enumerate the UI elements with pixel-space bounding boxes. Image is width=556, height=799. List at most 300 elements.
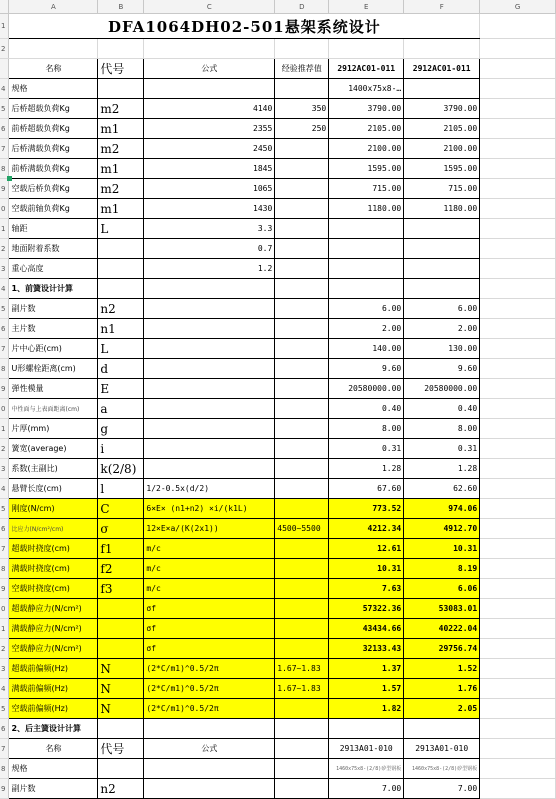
cell-code[interactable] (98, 619, 144, 639)
cell-value-f[interactable]: 6.06 (404, 579, 480, 599)
cell-code[interactable] (98, 239, 144, 259)
cell-name[interactable]: 后桥超载负荷Kg (9, 99, 98, 119)
cell-code[interactable]: L (98, 219, 144, 239)
cell-code[interactable] (98, 719, 144, 739)
cell-g[interactable] (480, 379, 556, 399)
cell-code[interactable]: m2 (98, 99, 144, 119)
empty-cell[interactable] (329, 39, 404, 59)
cell-name[interactable]: 满载静应力(N/cm²) (9, 619, 98, 639)
column-header-g[interactable]: G (480, 0, 556, 14)
cell-name[interactable]: 满载时挠度(cm) (9, 559, 98, 579)
cell-value-f[interactable]: 29756.74 (404, 639, 480, 659)
cell-formula[interactable]: 1/2-0.5x(d/2) (144, 479, 275, 499)
cell-g[interactable] (480, 279, 556, 299)
cell-name[interactable]: 空载前偏频(Hz) (9, 699, 98, 719)
cell-value-f[interactable]: 62.60 (404, 479, 480, 499)
cell-recommended[interactable] (275, 319, 329, 339)
cell-value-e[interactable]: 0.40 (329, 399, 404, 419)
cell-name[interactable]: 前桥超载负荷Kg (9, 119, 98, 139)
cell-recommended[interactable] (275, 259, 329, 279)
cell-value-f[interactable]: 1180.00 (404, 199, 480, 219)
cell-name[interactable]: 片厚(mm) (9, 419, 98, 439)
cell-value-f[interactable] (404, 79, 480, 99)
cell-value-f[interactable]: 8.00 (404, 419, 480, 439)
cell-value-f[interactable]: 20580000.00 (404, 379, 480, 399)
cell-recommended[interactable]: 1.67~1.83 (275, 679, 329, 699)
cell-name[interactable]: 重心高度 (9, 259, 98, 279)
cell-value-f[interactable]: 2913A01-010 (404, 739, 480, 759)
cell-value-e[interactable]: 1.82 (329, 699, 404, 719)
cell-formula[interactable] (144, 779, 275, 799)
empty-cell[interactable] (480, 39, 556, 59)
cell-value-e[interactable] (329, 239, 404, 259)
cell-formula[interactable]: 3.3 (144, 219, 275, 239)
cell-value-e[interactable]: 2913A01-010 (329, 739, 404, 759)
cell-value-e[interactable]: 67.60 (329, 479, 404, 499)
row-number[interactable]: 5 (0, 99, 9, 119)
cell-g[interactable] (480, 459, 556, 479)
cell-recommended[interactable] (275, 599, 329, 619)
cell-name[interactable]: 空载前轴负荷Kg (9, 199, 98, 219)
cell-recommended[interactable] (275, 439, 329, 459)
cell-formula[interactable]: 1.2 (144, 259, 275, 279)
cell-formula[interactable]: 公式 (144, 59, 275, 79)
select-all-corner[interactable] (0, 0, 9, 14)
cell-code[interactable]: m1 (98, 159, 144, 179)
cell-value-f[interactable] (404, 219, 480, 239)
cell-g[interactable] (480, 159, 556, 179)
cell-name[interactable]: 弹性模量 (9, 379, 98, 399)
row-number[interactable]: 4 (0, 479, 9, 499)
cell-formula[interactable]: 2450 (144, 139, 275, 159)
row-number[interactable]: 2 (0, 239, 9, 259)
cell-formula[interactable]: 1430 (144, 199, 275, 219)
cell-g[interactable] (480, 759, 556, 779)
cell-name[interactable]: 前桥满载负荷Kg (9, 159, 98, 179)
empty-cell[interactable] (98, 39, 144, 59)
cell-value-e[interactable]: 1.57 (329, 679, 404, 699)
row-number[interactable]: 9 (0, 579, 9, 599)
cell-g[interactable] (480, 739, 556, 759)
cell-g[interactable] (480, 419, 556, 439)
cell-code[interactable] (98, 599, 144, 619)
cell-formula[interactable]: 12×E×a/(K(2x1)) (144, 519, 275, 539)
cell-g[interactable] (480, 99, 556, 119)
row-number[interactable]: 9 (0, 379, 9, 399)
cell-code[interactable]: a (98, 399, 144, 419)
row-number[interactable]: 1 (0, 14, 9, 39)
cell-formula[interactable]: 0.7 (144, 239, 275, 259)
row-number[interactable] (0, 59, 9, 79)
cell-value-e[interactable]: 1.37 (329, 659, 404, 679)
cell-recommended[interactable] (275, 719, 329, 739)
row-number[interactable]: 8 (0, 159, 9, 179)
cell-value-f[interactable]: 9.60 (404, 359, 480, 379)
cell-name[interactable]: 名称 (9, 739, 98, 759)
cell-formula[interactable] (144, 719, 275, 739)
column-header-b[interactable]: B (98, 0, 144, 14)
cell-code[interactable]: E (98, 379, 144, 399)
cell-name[interactable]: 超载时挠度(cm) (9, 539, 98, 559)
cell-name[interactable]: 空载时挠度(cm) (9, 579, 98, 599)
cell-value-e[interactable]: 7.63 (329, 579, 404, 599)
cell-name[interactable]: 副片数 (9, 299, 98, 319)
cell-recommended[interactable] (275, 579, 329, 599)
cell-code[interactable]: n2 (98, 779, 144, 799)
cell-name[interactable]: 空载静应力(N/cm²) (9, 639, 98, 659)
cell-recommended[interactable]: 经验推荐值 (275, 59, 329, 79)
cell-code[interactable]: σ (98, 519, 144, 539)
cell-value-e[interactable]: 1400x75x8-… (329, 79, 404, 99)
cell-g[interactable] (480, 439, 556, 459)
cell-formula[interactable]: 6×E× (n1+n2) ×i/(k1L) (144, 499, 275, 519)
cell-code[interactable]: f3 (98, 579, 144, 599)
cell-value-e[interactable]: 140.00 (329, 339, 404, 359)
cell-recommended[interactable] (275, 699, 329, 719)
cell-value-e[interactable]: 3790.00 (329, 99, 404, 119)
cell-recommended[interactable] (275, 479, 329, 499)
cell-formula[interactable] (144, 319, 275, 339)
cell-value-f[interactable]: 3790.00 (404, 99, 480, 119)
row-number[interactable]: 7 (0, 739, 9, 759)
row-number[interactable]: 6 (0, 319, 9, 339)
cell-value-f[interactable]: 1595.00 (404, 159, 480, 179)
cell-value-f[interactable]: 2.05 (404, 699, 480, 719)
cell-value-e[interactable]: 10.31 (329, 559, 404, 579)
cell-recommended[interactable] (275, 559, 329, 579)
cell-g[interactable] (480, 679, 556, 699)
cell-recommended[interactable] (275, 199, 329, 219)
row-number[interactable]: 8 (0, 359, 9, 379)
cell-formula[interactable]: (2*C/m1)^0.5/2π (144, 659, 275, 679)
cell-value-e[interactable]: 6.00 (329, 299, 404, 319)
cell-g[interactable] (480, 579, 556, 599)
cell-g[interactable] (480, 119, 556, 139)
cell-g[interactable] (480, 519, 556, 539)
cell-value-f[interactable]: 1460x75x8-(2/8)矽型钢板 (404, 759, 480, 779)
cell-recommended[interactable] (275, 619, 329, 639)
row-number[interactable]: 2 (0, 39, 9, 59)
cell-code[interactable]: 代号 (98, 739, 144, 759)
cell-g[interactable] (480, 179, 556, 199)
row-number[interactable]: 9 (0, 179, 9, 199)
cell-value-f[interactable]: 1.76 (404, 679, 480, 699)
cell-code[interactable] (98, 79, 144, 99)
cell-value-f[interactable] (404, 279, 480, 299)
cell-value-e[interactable] (329, 259, 404, 279)
row-number[interactable]: 3 (0, 259, 9, 279)
cell-formula[interactable] (144, 299, 275, 319)
cell-value-f[interactable] (404, 239, 480, 259)
cell-g[interactable] (480, 559, 556, 579)
cell-value-f[interactable]: 2.00 (404, 319, 480, 339)
cell-formula[interactable] (144, 279, 275, 299)
cell-recommended[interactable] (275, 459, 329, 479)
cell-name[interactable]: 簧宽(average) (9, 439, 98, 459)
row-number[interactable]: 5 (0, 299, 9, 319)
cell-code[interactable]: k(2/8) (98, 459, 144, 479)
cell-g[interactable] (480, 399, 556, 419)
cell-formula[interactable]: m/c (144, 559, 275, 579)
row-number[interactable]: 6 (0, 119, 9, 139)
cell-recommended[interactable] (275, 759, 329, 779)
cell-value-f[interactable]: 0.40 (404, 399, 480, 419)
row-number[interactable]: 0 (0, 599, 9, 619)
cell-formula[interactable]: (2*C/m1)^0.5/2π (144, 699, 275, 719)
cell-formula[interactable]: 1065 (144, 179, 275, 199)
row-number[interactable]: 2 (0, 639, 9, 659)
cell-formula[interactable]: 2355 (144, 119, 275, 139)
cell-value-f[interactable]: 7.00 (404, 779, 480, 799)
cell-code[interactable]: N (98, 679, 144, 699)
row-number[interactable]: 7 (0, 139, 9, 159)
cell-code[interactable]: f1 (98, 539, 144, 559)
cell-value-e[interactable]: 1.28 (329, 459, 404, 479)
cell-value-f[interactable]: 2105.00 (404, 119, 480, 139)
cell-g[interactable] (480, 59, 556, 79)
cell-code[interactable]: m1 (98, 199, 144, 219)
cell-g[interactable] (480, 219, 556, 239)
cell-g[interactable] (480, 139, 556, 159)
cell-name[interactable]: U形螺栓距离(cm) (9, 359, 98, 379)
cell-value-e[interactable]: 2.00 (329, 319, 404, 339)
cell-value-f[interactable]: 2912AC01-011 (404, 59, 480, 79)
cell-name[interactable]: 满载前偏频(Hz) (9, 679, 98, 699)
cell-name[interactable]: 轴距 (9, 219, 98, 239)
cell-g[interactable] (480, 619, 556, 639)
cell-value-e[interactable]: 773.52 (329, 499, 404, 519)
cell-recommended[interactable] (275, 379, 329, 399)
cell-value-e[interactable]: 1460x75x8-(2/8)矽型钢板 (329, 759, 404, 779)
cell-value-e[interactable]: 8.00 (329, 419, 404, 439)
cell-g[interactable] (480, 199, 556, 219)
cell-name[interactable]: 主片数 (9, 319, 98, 339)
empty-cell[interactable] (275, 39, 329, 59)
cell-code[interactable]: g (98, 419, 144, 439)
cell-g[interactable] (480, 499, 556, 519)
cell-code[interactable]: L (98, 339, 144, 359)
cell-formula[interactable]: (2*C/m1)^0.5/2π (144, 679, 275, 699)
cell-name[interactable]: 2、后主簧设计计算 (9, 719, 98, 739)
cell-recommended[interactable]: 4500~5500 (275, 519, 329, 539)
row-number[interactable]: 7 (0, 539, 9, 559)
row-number[interactable]: 4 (0, 79, 9, 99)
cell-recommended[interactable] (275, 499, 329, 519)
cell-name[interactable]: 系数(主副比) (9, 459, 98, 479)
cell-formula[interactable] (144, 399, 275, 419)
cell-recommended[interactable] (275, 79, 329, 99)
cell-value-e[interactable]: 7.00 (329, 779, 404, 799)
cell-value-e[interactable]: 1180.00 (329, 199, 404, 219)
row-number[interactable]: 8 (0, 559, 9, 579)
row-number[interactable]: 5 (0, 499, 9, 519)
cell-recommended[interactable] (275, 299, 329, 319)
cell-value-f[interactable]: 715.00 (404, 179, 480, 199)
cell-g[interactable] (480, 299, 556, 319)
cell-g[interactable] (480, 259, 556, 279)
cell-value-f[interactable]: 53083.01 (404, 599, 480, 619)
cell-formula[interactable] (144, 79, 275, 99)
cell-code[interactable] (98, 759, 144, 779)
row-number[interactable]: 1 (0, 219, 9, 239)
cell-recommended[interactable] (275, 419, 329, 439)
row-number[interactable]: 3 (0, 459, 9, 479)
column-header-f[interactable]: F (404, 0, 480, 14)
cell-formula[interactable]: σf (144, 639, 275, 659)
column-header-d[interactable]: D (275, 0, 329, 14)
cell-recommended[interactable] (275, 219, 329, 239)
cell-value-e[interactable]: 4212.34 (329, 519, 404, 539)
column-header-e[interactable]: E (329, 0, 404, 14)
cell-g[interactable] (480, 239, 556, 259)
cell-name[interactable]: 空载后桥负荷Kg (9, 179, 98, 199)
row-number[interactable]: 0 (0, 199, 9, 219)
cell-g[interactable] (480, 14, 556, 39)
empty-cell[interactable] (9, 39, 98, 59)
cell-value-e[interactable]: 12.61 (329, 539, 404, 559)
cell-name[interactable]: 地面附着系数 (9, 239, 98, 259)
row-number[interactable]: 4 (0, 279, 9, 299)
row-number[interactable]: 0 (0, 399, 9, 419)
cell-name[interactable]: 悬臂长度(cm) (9, 479, 98, 499)
cell-formula[interactable] (144, 379, 275, 399)
empty-cell[interactable] (144, 39, 275, 59)
cell-name[interactable]: 名称 (9, 59, 98, 79)
row-number[interactable]: 1 (0, 619, 9, 639)
cell-recommended[interactable] (275, 779, 329, 799)
cell-recommended[interactable]: 1.67~1.83 (275, 659, 329, 679)
cell-code[interactable]: n2 (98, 299, 144, 319)
cell-formula[interactable] (144, 759, 275, 779)
cell-value-f[interactable]: 6.00 (404, 299, 480, 319)
fill-handle[interactable] (7, 176, 12, 181)
cell-value-e[interactable]: 715.00 (329, 179, 404, 199)
cell-value-f[interactable]: 40222.04 (404, 619, 480, 639)
cell-code[interactable]: N (98, 699, 144, 719)
cell-recommended[interactable]: 250 (275, 119, 329, 139)
cell-value-f[interactable]: 2100.00 (404, 139, 480, 159)
cell-value-e[interactable]: 0.31 (329, 439, 404, 459)
cell-recommended[interactable] (275, 339, 329, 359)
cell-name[interactable]: 超载静应力(N/cm²) (9, 599, 98, 619)
row-number[interactable]: 5 (0, 699, 9, 719)
cell-formula[interactable]: 公式 (144, 739, 275, 759)
cell-name[interactable]: 副片数 (9, 779, 98, 799)
cell-code[interactable]: N (98, 659, 144, 679)
cell-formula[interactable]: 4140 (144, 99, 275, 119)
cell-name[interactable]: 刚度(N/cm) (9, 499, 98, 519)
cell-value-f[interactable]: 0.31 (404, 439, 480, 459)
cell-formula[interactable] (144, 459, 275, 479)
cell-g[interactable] (480, 699, 556, 719)
cell-recommended[interactable] (275, 539, 329, 559)
cell-name[interactable]: 超载前偏频(Hz) (9, 659, 98, 679)
cell-value-f[interactable]: 4912.70 (404, 519, 480, 539)
row-number[interactable]: 8 (0, 759, 9, 779)
cell-code[interactable]: C (98, 499, 144, 519)
cell-recommended[interactable]: 350 (275, 99, 329, 119)
cell-code[interactable]: m2 (98, 179, 144, 199)
cell-value-e[interactable]: 43434.66 (329, 619, 404, 639)
cell-code[interactable]: m2 (98, 139, 144, 159)
cell-name[interactable]: 片中心距(cm) (9, 339, 98, 359)
cell-code[interactable]: m1 (98, 119, 144, 139)
cell-code[interactable]: l (98, 479, 144, 499)
cell-name[interactable]: 1、前簧设计计算 (9, 279, 98, 299)
cell-formula[interactable] (144, 419, 275, 439)
cell-value-e[interactable]: 2912AC01-011 (329, 59, 404, 79)
cell-value-f[interactable]: 1.28 (404, 459, 480, 479)
cell-value-f[interactable] (404, 719, 480, 739)
cell-value-f[interactable]: 974.06 (404, 499, 480, 519)
cell-g[interactable] (480, 719, 556, 739)
cell-value-e[interactable] (329, 219, 404, 239)
cell-recommended[interactable] (275, 639, 329, 659)
cell-g[interactable] (480, 599, 556, 619)
cell-value-e[interactable] (329, 279, 404, 299)
row-number[interactable]: 4 (0, 679, 9, 699)
cell-code[interactable] (98, 259, 144, 279)
cell-value-f[interactable] (404, 259, 480, 279)
row-number[interactable]: 9 (0, 779, 9, 799)
row-number[interactable]: 6 (0, 719, 9, 739)
cell-recommended[interactable] (275, 179, 329, 199)
cell-code[interactable]: f2 (98, 559, 144, 579)
row-number[interactable]: 3 (0, 659, 9, 679)
cell-recommended[interactable] (275, 399, 329, 419)
cell-value-e[interactable]: 2100.00 (329, 139, 404, 159)
cell-code[interactable] (98, 279, 144, 299)
sheet-title[interactable]: DFA1064DH02-501悬架系统设计 (9, 14, 480, 39)
cell-code[interactable]: i (98, 439, 144, 459)
cell-formula[interactable] (144, 439, 275, 459)
cell-formula[interactable] (144, 339, 275, 359)
cell-recommended[interactable] (275, 139, 329, 159)
cell-name[interactable]: 后桥满载负荷Kg (9, 139, 98, 159)
cell-value-e[interactable]: 1595.00 (329, 159, 404, 179)
cell-formula[interactable]: 1845 (144, 159, 275, 179)
cell-recommended[interactable] (275, 159, 329, 179)
empty-cell[interactable] (404, 39, 480, 59)
cell-formula[interactable]: m/c (144, 539, 275, 559)
cell-value-e[interactable]: 32133.43 (329, 639, 404, 659)
cell-g[interactable] (480, 779, 556, 799)
cell-recommended[interactable] (275, 239, 329, 259)
cell-name[interactable]: 规格 (9, 759, 98, 779)
cell-formula[interactable]: σf (144, 619, 275, 639)
column-header-c[interactable]: C (144, 0, 275, 14)
cell-g[interactable] (480, 319, 556, 339)
cell-g[interactable] (480, 639, 556, 659)
cell-g[interactable] (480, 659, 556, 679)
cell-formula[interactable] (144, 359, 275, 379)
cell-name[interactable]: 规格 (9, 79, 98, 99)
cell-name[interactable]: 中性面与上表面距离(cm) (9, 399, 98, 419)
cell-g[interactable] (480, 79, 556, 99)
cell-code[interactable]: n1 (98, 319, 144, 339)
cell-code[interactable] (98, 639, 144, 659)
cell-recommended[interactable] (275, 279, 329, 299)
cell-formula[interactable]: σf (144, 599, 275, 619)
row-number[interactable]: 2 (0, 439, 9, 459)
cell-g[interactable] (480, 339, 556, 359)
cell-value-e[interactable] (329, 719, 404, 739)
cell-value-f[interactable]: 130.00 (404, 339, 480, 359)
cell-value-f[interactable]: 8.19 (404, 559, 480, 579)
row-number[interactable]: 7 (0, 339, 9, 359)
cell-code[interactable]: d (98, 359, 144, 379)
cell-g[interactable] (480, 479, 556, 499)
